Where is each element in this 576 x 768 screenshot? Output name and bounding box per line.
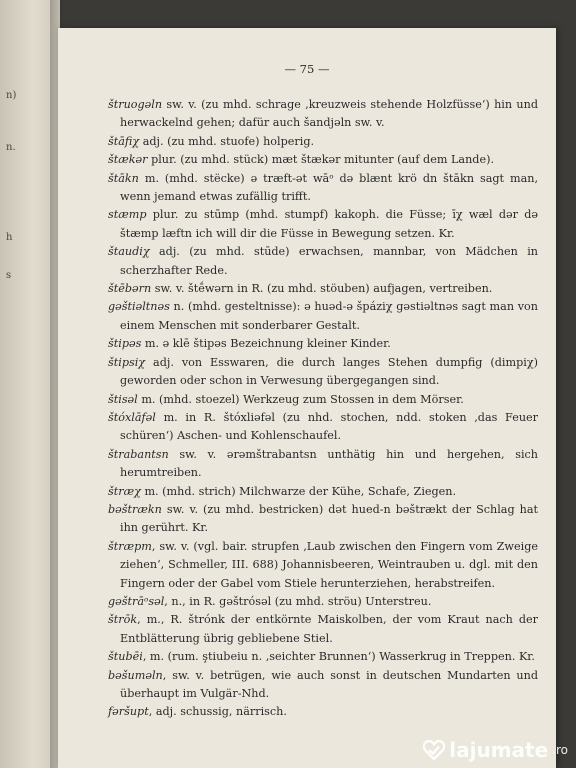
watermark-suffix: .ro xyxy=(552,743,568,757)
entry-headword: fəršupt xyxy=(108,705,149,719)
entry-definition: , m. (rum. ştiubeiu n. ‚seichter Brunnen‘) Wasserkrug in Treppen. Kr. xyxy=(142,650,535,664)
entry-definition: , sw. v. (vgl. bair. strupfen ‚Laub zwischen den Fingern vom Zweige ziehen‘, Schmeller, III. 688) Johannisbeeren, Weintrauben u. dgl. mit den Fingern oder der Gabel vom Stiele herunterziehen, herabstreifen. xyxy=(120,539,538,590)
dictionary-entry xyxy=(108,409,538,446)
dictionary-entry xyxy=(108,170,538,207)
entry-definition: sw. v. (zu mhd. schrage ‚kreuzweis stehende Holzfüsse‘) hin und herwackelnd gehen; dafür auch šandjəln sw. v. xyxy=(120,98,538,130)
dictionary-entry xyxy=(108,611,538,648)
entry-definition: sw. v. (zu mhd. bestricken) dət hued-n bəštrækt der Schlag hat ihn gerührt. Kr. xyxy=(120,502,538,535)
book-page xyxy=(58,28,556,768)
entry-headword: bəšuməln xyxy=(108,668,163,682)
entry-definition: sw. v. štḗwərn in R. (zu mhd. stöuben) aufjagen, vertreiben. xyxy=(151,282,493,296)
dictionary-entries xyxy=(108,96,538,722)
dictionary-entry xyxy=(108,667,538,704)
entry-definition: , m., R. štrónk der entkörnte Maiskolben, der vom Kraut nach der Entblätterung übrig gebliebene Stiel. xyxy=(120,613,538,645)
page-number: — 75 — xyxy=(284,62,330,76)
dictionary-entry xyxy=(108,151,538,169)
entry-headword: štēbərn xyxy=(108,282,152,296)
dictionary-entry xyxy=(108,335,538,353)
dictionary-entry xyxy=(108,391,538,409)
dictionary-entry xyxy=(108,483,538,501)
entry-definition: adj. von Esswaren, die durch langes Stehen dumpfig (dimpiχ) geworden oder schon in Verwesung übergegangen sind. xyxy=(120,355,538,388)
entry-headword: štrōk xyxy=(108,613,138,627)
entry-headword: štisəl xyxy=(108,392,138,406)
entry-definition: , adj. schussig, närrisch. xyxy=(148,705,287,719)
entry-definition: , n., in R. gəštrósəl (zu mhd. ströu) Unterstreu. xyxy=(164,594,432,608)
entry-definition: , sw. v. betrügen, wie auch sonst in deutschen Mundarten und überhaupt im Vulgär-Nhd. xyxy=(120,668,538,700)
dictionary-entry xyxy=(108,703,538,721)
entry-headword: štræpm xyxy=(108,539,152,553)
left-page-fragment: n) xyxy=(6,90,17,101)
entry-headword: štākn xyxy=(108,171,139,185)
entry-headword: štipsiχ xyxy=(108,355,146,369)
dictionary-entry xyxy=(108,96,538,133)
entry-headword: gəštrāᵒsəl xyxy=(108,594,165,608)
entry-headword: štræχ xyxy=(108,484,141,498)
entry-definition: m. (mhd. stëcke) ə træft-ət wāᵒ də blænt krö dn štākn sagt man, wenn jemand etwas zufällig trifft. xyxy=(120,171,538,204)
entry-definition: m. (mhd. stoezel) Werkzeug zum Stossen in dem Mörser. xyxy=(137,392,464,406)
watermark-brand: lajumate xyxy=(449,738,549,762)
entry-headword: štāfiχ xyxy=(108,134,140,148)
entry-definition: m. in R. štóxliəfəl (zu nhd. stochen, ndd. stoken ‚das Feuer schüren‘) Aschen- und Kohlenschaufel. xyxy=(120,410,538,443)
entry-definition: n. (mhd. gesteltnisse): ə huəd-ə špáziχ gəstiəltnəs sagt man von einem Menschen mit sonderbarer Gestalt. xyxy=(120,300,538,332)
dictionary-entry xyxy=(108,298,538,335)
dictionary-entry xyxy=(108,538,538,593)
left-page-fragment: n. xyxy=(6,142,16,153)
dictionary-entry xyxy=(108,354,538,391)
entry-definition: plur. zu stūmp (mhd. stumpf) kakoph. die Füsse; īχ wæl dər də štæmp læftn ich will dir die Füsse in Bewegung setzen. Kr. xyxy=(120,208,538,240)
entry-definition: m. (mhd. strich) Milchwarze der Kühe, Schafe, Ziegen. xyxy=(140,484,457,498)
entry-headword: bəštrækn xyxy=(108,502,162,516)
entry-definition: m. ə klē štipəs Bezeichnung kleiner Kinder. xyxy=(141,337,391,351)
watermark-logo xyxy=(423,738,568,762)
entry-headword: stæmp xyxy=(108,208,147,222)
entry-headword: štrabantsn xyxy=(108,447,169,461)
dictionary-entry xyxy=(108,648,538,666)
dictionary-entry xyxy=(108,133,538,151)
dictionary-entry xyxy=(108,593,538,611)
entry-headword: štipəs xyxy=(108,337,142,351)
entry-headword: štækər xyxy=(108,153,148,167)
entry-headword: štruogəln xyxy=(108,98,163,111)
entry-definition: adj. (zu mhd. stuofe) holperig. xyxy=(139,134,315,148)
entry-headword: štubēi xyxy=(108,650,143,664)
heart-icon xyxy=(423,740,445,760)
dictionary-entry xyxy=(108,206,538,243)
entry-definition: sw. v. ərəmštrabantsn unthätig hin und hergehen, sich herumtreiben. xyxy=(120,447,538,480)
dictionary-entry xyxy=(108,280,538,298)
left-page-fragment: h xyxy=(6,232,13,243)
entry-definition: adj. (zu mhd. stūde) erwachsen, mannbar, von Mädchen in scherzhafter Rede. xyxy=(120,245,538,277)
entry-headword: štaudiχ xyxy=(108,245,150,259)
dictionary-entry xyxy=(108,501,538,538)
entry-headword: gəštiəltnəs xyxy=(108,300,170,314)
entry-headword: štóxlāfəl xyxy=(108,410,156,424)
entry-definition: plur. (zu mhd. stück) mæt štækər mitunter (auf dem Lande). xyxy=(147,153,494,167)
left-page-fragment: s xyxy=(6,270,12,281)
dictionary-entry xyxy=(108,446,538,483)
dictionary-entry xyxy=(108,243,538,280)
